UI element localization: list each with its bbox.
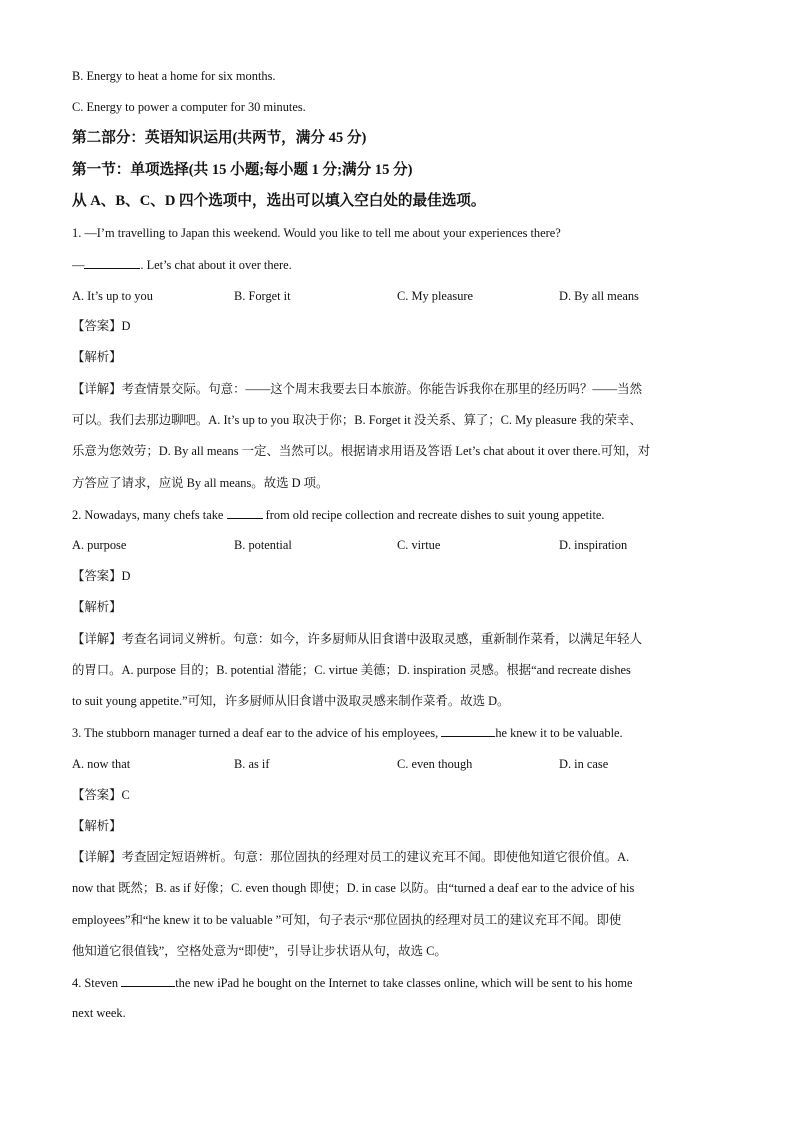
q1-detail-line1: 【详解】考查情景交际。句意：——这个周末我要去日本旅游。你能告诉我你在那里的经历吗？——当然 <box>72 382 642 396</box>
q3-detail-line1: 【详解】考查固定短语辨析。句意：那位固执的经理对员工的建议充耳不闻。即使他知道它很价值。A. <box>72 850 630 864</box>
q3-detail-line2: now that 既然；B. as if 好像；C. even though 即使；D. in case 以防。由“turned a deaf ear to the advice of his <box>72 881 635 895</box>
q2-option-b: B. potential <box>234 538 292 552</box>
intro-option-b: B. Energy to heat a home for six months. <box>72 69 276 83</box>
q2-analysis-label: 【解析】 <box>72 600 122 614</box>
q1-blank <box>84 256 140 269</box>
instruction: 从 A、B、C、D 四个选项中，选出可以填入空白处的最佳选项。 <box>72 193 486 209</box>
q1-detail-line2: 可以。我们去那边聊吧。A. It’s up to you 取决于你；B. Forget it 没关系、算了；C. My pleasure 我的荣幸、 <box>72 413 642 427</box>
q2-stem-prefix: 2. Nowadays, many chefs take <box>72 508 224 522</box>
q4-stem-suffix: the new iPad he bought on the Internet to take classes online, which will be sent to his home <box>175 976 633 990</box>
q1-option-a: A. It’s up to you <box>72 289 153 303</box>
q4-stem-line2: next week. <box>72 1006 126 1020</box>
q3-option-b: B. as if <box>234 757 270 771</box>
q2-option-c: C. virtue <box>397 538 441 552</box>
q2-detail-line2: 的胃口。A. purpose 目的；B. potential 潜能；C. virtue 美德；D. inspiration 灵感。根据“and recreate dishes <box>72 663 631 677</box>
q1-option-d: D. By all means <box>559 289 639 303</box>
q2-option-d: D. inspiration <box>559 538 628 552</box>
q4-stem-prefix: 4. Steven <box>72 976 119 990</box>
q3-option-a: A. now that <box>72 757 131 771</box>
q2-detail-line3: to suit young appetite.”可知，许多厨师从旧食谱中汲取灵感来制作菜肴。故选 D。 <box>72 694 510 708</box>
q2-answer: 【答案】D <box>72 569 131 583</box>
q2-detail-line1: 【详解】考查名词词义辨析。句意：如今，许多厨师从旧食谱中汲取灵感，重新制作菜肴，以满足年轻人 <box>72 632 642 646</box>
q1-detail-line3: 乐意为您效劳；D. By all means 一定、当然可以。根据请求用语及答语 Let’s chat about it over there.可知，对 <box>72 444 651 458</box>
subsection-title: 第一节：单项选择(共 15 小题;每小题 1 分;满分 15 分) <box>72 162 413 178</box>
q2-stem-suffix: from old recipe collection and recreate dishes to suit young appetite. <box>265 508 605 522</box>
q4-stem-line1 <box>72 974 633 991</box>
q1-dash: — <box>72 258 85 272</box>
q1-stem-line1: 1. —I’m travelling to Japan this weekend. Would you like to tell me about your experiences there? <box>72 226 561 240</box>
q3-analysis-label: 【解析】 <box>72 819 122 833</box>
q1-analysis-label: 【解析】 <box>72 350 122 364</box>
q2-option-a: A. purpose <box>72 538 127 552</box>
q4-blank <box>121 974 175 987</box>
q3-answer: 【答案】C <box>72 788 130 802</box>
q3-option-d: D. in case <box>559 757 609 771</box>
q3-option-c: C. even though <box>397 757 473 771</box>
q3-stem-suffix: he knew it to be valuable. <box>495 726 623 740</box>
q1-stem-suffix: . Let’s chat about it over there. <box>140 258 292 272</box>
q2-stem-line1 <box>72 506 605 523</box>
q3-stem-line1 <box>72 724 623 741</box>
q1-option-c: C. My pleasure <box>397 289 474 303</box>
q1-detail-line4: 方答应了请求，应说 By all means。故选 D 项。 <box>72 476 329 490</box>
q3-stem-prefix: 3. The stubborn manager turned a deaf ear to the advice of his employees, <box>72 726 439 740</box>
q1-option-b: B. Forget it <box>234 289 291 303</box>
intro-option-c: C. Energy to power a computer for 30 minutes. <box>72 100 306 114</box>
q3-blank <box>441 724 495 737</box>
q2-blank <box>227 506 263 519</box>
q3-detail-line4: 他知道它很值钱”，空格处意为“即使”，引导让步状语从句，故选 C。 <box>72 944 447 958</box>
q1-stem-line2 <box>72 256 292 273</box>
part-title: 第二部分：英语知识运用(共两节，满分 45 分) <box>72 130 367 146</box>
q1-answer: 【答案】D <box>72 319 131 333</box>
q3-detail-line3: employees”和“he knew it to be valuable ”可知，句子表示“那位固执的经理对员工的建议充耳不闻。即使 <box>72 913 622 927</box>
